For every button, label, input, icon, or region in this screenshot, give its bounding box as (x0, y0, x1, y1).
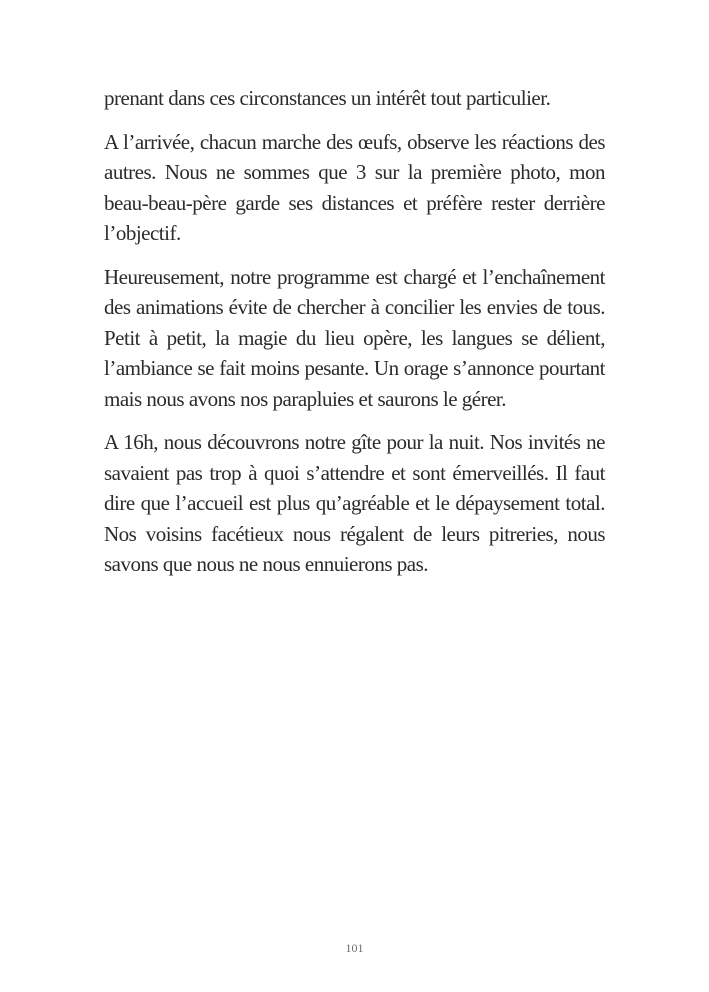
page-number: 101 (345, 941, 364, 955)
paragraph-1: prenant dans ces circonstances un intérêt tout particulier. (104, 86, 551, 110)
paragraph-2: A l’arrivée, chacun marche des œufs, observe les réactions des autres. Nous ne sommes que 3 sur la première photo, mon beau-beau-père garde ses distances et préfère rester derrière l’objectif. (104, 129, 605, 245)
paragraph-4: A 16h, nous découvrons notre gîte pour la nuit. Nos invités ne savaient pas trop à quoi s’attendre et sont émerveillés. Il faut dire que l’accueil est plus qu’agréable et le dépaysement total. Nos voisins facétieux nous régalent de leurs pitreries, nous savons que nous ne nous ennuierons pas. (104, 430, 605, 576)
body-text (104, 83, 605, 593)
paragraph-3: Heureusement, notre programme est chargé et l’enchaînement des animations évite de chercher à concilier les envies de tous. Petit à petit, la magie du lieu opère, les langues se délient, l’ambiance se fait moins pesante. Un orage s’annonce pourtant mais nous avons nos parapluies et saurons le gérer. (104, 264, 605, 411)
